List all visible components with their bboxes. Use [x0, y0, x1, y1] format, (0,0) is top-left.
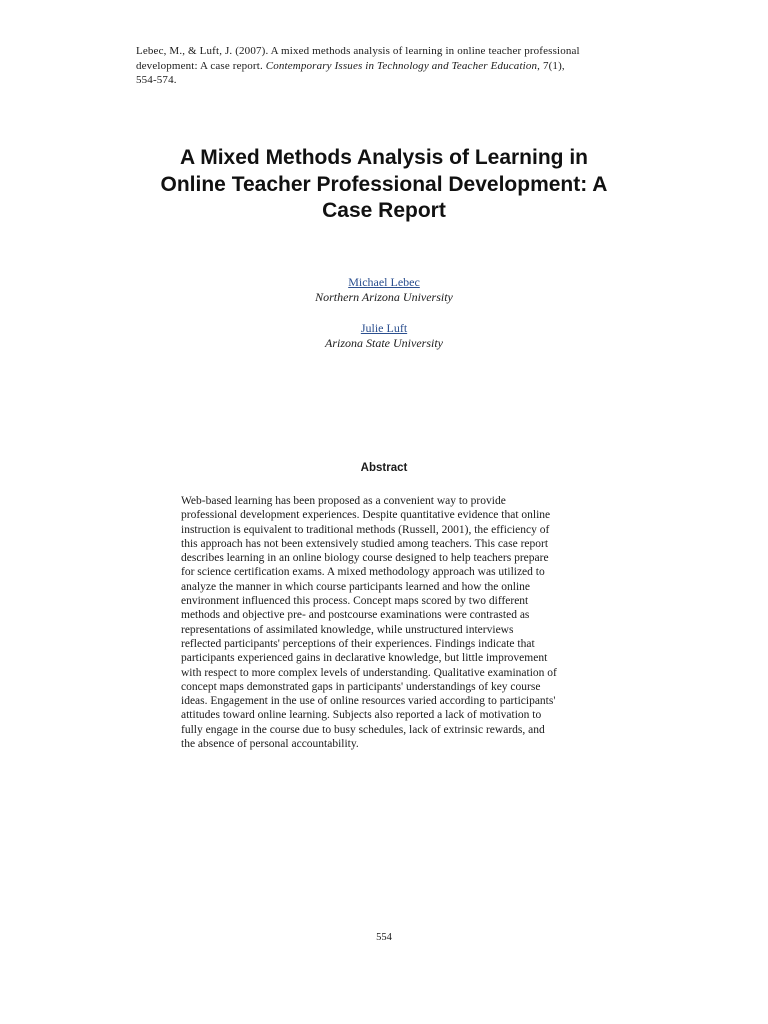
abstract-line: fully engage in the course due to busy schedules, lack of extrinsic rewards, and [181, 723, 545, 736]
abstract-line: the absence of personal accountability. [181, 738, 359, 751]
author-block-2 [0, 321, 768, 350]
abstract-line: for science certification exams. A mixed methodology approach was utilized to [181, 566, 545, 579]
title-line-1: A Mixed Methods Analysis of Learning in [180, 146, 588, 169]
author-name-link[interactable]: Julie Luft [360, 321, 408, 335]
abstract-line: concept maps demonstrated gaps in participants' understandings of key course [181, 680, 541, 693]
citation [136, 44, 656, 88]
abstract-line: attitudes toward online learning. Subjects also reported a lack of motivation to [181, 709, 542, 722]
author-affiliation: Northern Arizona University [315, 289, 453, 304]
abstract-line: reflected participants' perceptions of their experiences. Findings indicate that [181, 637, 535, 650]
citation-journal: Contemporary Issues in Technology and Teacher Education [265, 59, 538, 72]
citation-line-3: 554-574. [136, 74, 177, 86]
abstract-line: representations of assimilated knowledge, while unstructured interviews [181, 623, 514, 636]
abstract-line: participants experienced gains in declarative knowledge, but little improvement [181, 652, 548, 665]
title-line-2: Online Teacher Professional Development: A [160, 172, 608, 196]
author-affiliation: Arizona State University [325, 335, 443, 350]
author-block-1 [0, 275, 768, 304]
abstract-line: Web-based learning has been proposed as a convenient way to provide [181, 495, 506, 507]
abstract-line: describes learning in an online biology course designed to help teachers prepare [181, 552, 549, 565]
abstract-line: instruction is equivalent to traditional methods (Russell, 2001), the efficiency of [181, 523, 550, 536]
citation-line-2-suffix: , 7(1), [537, 59, 565, 72]
abstract-line: this approach has not been extensively studied among teachers. This case report [181, 537, 549, 550]
page-number: 554 [376, 932, 392, 943]
abstract-line: methods and objective pre- and postcourse examinations were contrasted as [181, 609, 530, 622]
abstract-line: ideas. Engagement in the use of online resources varied according to participants' [181, 695, 556, 708]
abstract-heading: Abstract [360, 462, 408, 474]
abstract-line: environment influenced this process. Concept maps scored by two different [181, 595, 529, 608]
title-line-3: Case Report [322, 199, 446, 222]
abstract-line: with respect to more complex levels of understanding. Qualitative examination of [181, 666, 557, 679]
author-name-link[interactable]: Michael Lebec [348, 275, 420, 289]
paper-title [110, 145, 658, 225]
abstract-line: analyze the manner in which course participants learned and how the online [181, 580, 531, 593]
citation-line-1: Lebec, M., & Luft, J. (2007). A mixed methods analysis of learning in online teacher professional [136, 45, 580, 57]
abstract-line: professional development experiences. Despite quantitative evidence that online [181, 509, 551, 522]
citation-line-2-prefix: development: A case report. [136, 59, 266, 72]
abstract-body [181, 494, 641, 751]
